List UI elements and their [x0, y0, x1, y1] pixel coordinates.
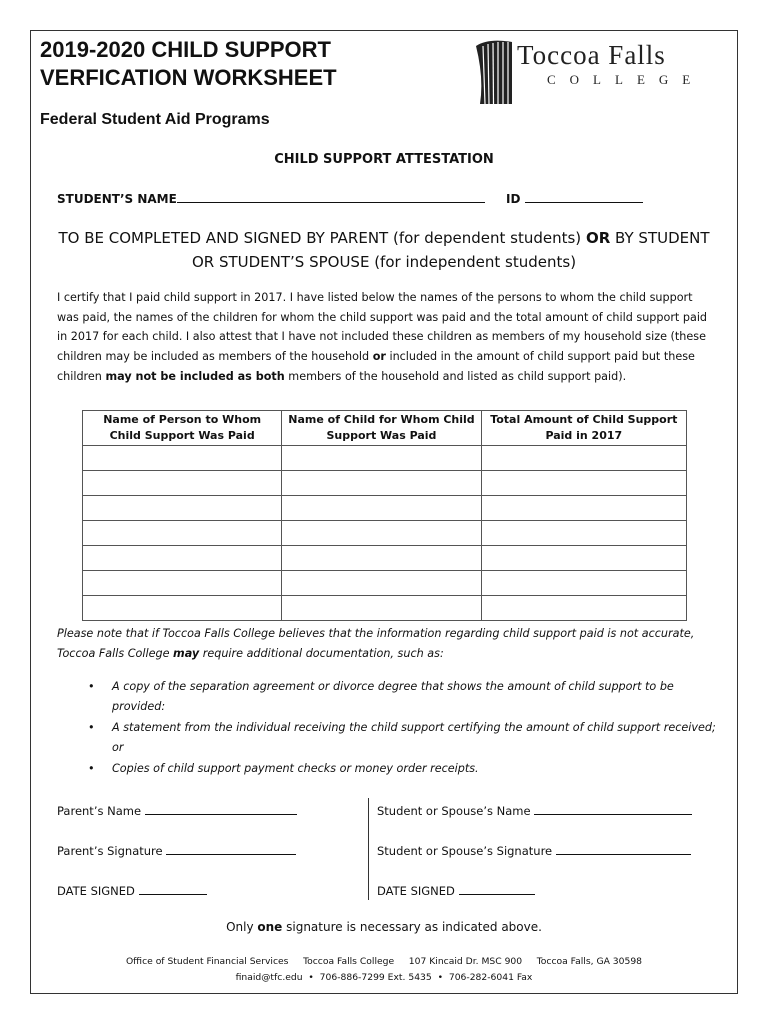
table-cell[interactable]: [83, 546, 282, 571]
parent-date-field[interactable]: [139, 882, 207, 895]
student-spouse-date-label: DATE SIGNED: [377, 884, 455, 898]
list-item-text: A statement from the individual receiving the child support certifying the amount of child support received; or: [112, 721, 716, 754]
table-cell[interactable]: [83, 446, 282, 471]
parent-date-label: DATE SIGNED: [57, 884, 135, 898]
table-cell[interactable]: [83, 596, 282, 621]
student-name-row: [57, 190, 485, 206]
footer-email[interactable]: finaid@tfc.edu: [235, 972, 303, 983]
documentation-list: [70, 677, 720, 781]
student-spouse-date-row: [377, 882, 535, 898]
title-line-1: 2019-2020 CHILD SUPPORT: [40, 37, 331, 62]
parent-signature-row: [57, 842, 296, 858]
footer-office: Office of Student Financial Services: [125, 956, 289, 967]
table-cell[interactable]: [282, 571, 481, 596]
footer-fax: 706-282-6041 Fax: [448, 972, 533, 983]
table-row: [83, 571, 687, 596]
bullet-icon: •: [88, 721, 95, 734]
table-row: [83, 596, 687, 621]
col-child: Name of Child for Whom Child Support Was Paid: [282, 411, 481, 446]
table-cell[interactable]: [481, 496, 686, 521]
parent-name-row: [57, 802, 297, 818]
student-spouse-signature-field[interactable]: [556, 842, 691, 855]
bullet-icon: •: [88, 762, 95, 775]
student-id-field[interactable]: [525, 190, 643, 203]
list-item: [70, 718, 720, 757]
table-cell[interactable]: [282, 471, 481, 496]
signature-note-text-1: Only: [226, 920, 258, 934]
student-id-row: [506, 190, 643, 206]
table-row: [83, 471, 687, 496]
para-text-2: included in the amount of child support paid but these children: [57, 350, 695, 383]
student-spouse-signature-row: [377, 842, 691, 858]
table-cell[interactable]: [83, 471, 282, 496]
footer-address: [30, 956, 738, 967]
list-item-text: A copy of the separation agreement or divorce degree that shows the amount of child support to be provided:: [112, 680, 674, 713]
table-row: [83, 546, 687, 571]
parent-signature-label: Parent’s Signature: [57, 844, 163, 858]
signature-note-text-2: signature is necessary as indicated above.: [282, 920, 542, 934]
table-cell[interactable]: [481, 546, 686, 571]
parent-name-label: Parent’s Name: [57, 804, 142, 818]
footer-phone: 706-886-7299 Ext. 5435: [319, 972, 432, 983]
logo-college: COLLEGE: [547, 72, 705, 87]
logo-name: Toccoa Falls: [517, 40, 666, 70]
parent-signature-field[interactable]: [166, 842, 296, 855]
student-spouse-signature-label: Student or Spouse’s Signature: [377, 844, 553, 858]
college-logo: [474, 38, 736, 104]
page-title: [40, 36, 337, 92]
note-text-1: Please note that if Toccoa Falls College believes that the information regarding child support paid is not accurate, Toccoa Falls College: [57, 627, 695, 660]
waterfall-logo-icon: [474, 38, 514, 104]
footer-college: Toccoa Falls College: [303, 956, 395, 967]
table-cell[interactable]: [282, 546, 481, 571]
table-cell[interactable]: [83, 496, 282, 521]
student-spouse-date-field[interactable]: [459, 882, 535, 895]
student-spouse-name-row: [377, 802, 692, 818]
instruction-part-1: TO BE COMPLETED AND SIGNED BY PARENT (for dependent students): [58, 229, 582, 247]
col-person-paid: Name of Person to Whom Child Support Was Paid: [83, 411, 282, 446]
list-item-text: Copies of child support payment checks or money order receipts.: [112, 762, 479, 775]
title-line-2: VERFICATION WORKSHEET: [40, 65, 337, 90]
certification-paragraph: [57, 288, 712, 387]
table-cell[interactable]: [282, 596, 481, 621]
table-row: [83, 446, 687, 471]
student-name-field[interactable]: [177, 190, 485, 203]
note-may: may: [173, 647, 200, 660]
table-row: [83, 496, 687, 521]
accuracy-note: [57, 624, 717, 664]
table-cell[interactable]: [282, 496, 481, 521]
table-cell[interactable]: [481, 471, 686, 496]
instruction-part-2: BY STUDENT: [615, 229, 710, 247]
table-cell[interactable]: [481, 571, 686, 596]
table-cell[interactable]: [481, 596, 686, 621]
list-item: [70, 759, 720, 779]
table-cell[interactable]: [481, 521, 686, 546]
col-total-amount: Total Amount of Child Support Paid in 2017: [481, 411, 686, 446]
para-bold: may not be included as both: [105, 369, 285, 383]
parent-date-row: [57, 882, 207, 898]
attestation-heading: CHILD SUPPORT ATTESTATION: [274, 152, 494, 167]
table-header-row: [83, 411, 687, 446]
page-subtitle: Federal Student Aid Programs: [40, 111, 270, 128]
list-item: [70, 677, 720, 716]
parent-name-field[interactable]: [145, 802, 297, 815]
student-name-label: STUDENT’S NAME: [57, 192, 177, 206]
child-support-table: [82, 410, 687, 621]
completion-instructions: [30, 226, 738, 274]
signature-note-bold: one: [257, 920, 283, 934]
table-cell[interactable]: [282, 446, 481, 471]
table-row: [83, 521, 687, 546]
para-text-1: I certify that I paid child support in 2017. I have listed below the names of the persons to whom the child support was paid, the names of the children for whom the child support was paid and the total amount of child support paid in 2017 for each child. I also attest that I have not included these children as members of my household size (these children may be included as members of the household: [57, 291, 708, 364]
footer-street: 107 Kincaid Dr. MSC 900: [408, 956, 523, 967]
note-text-2: require additional documentation, such as:: [199, 647, 444, 660]
table-cell[interactable]: [83, 521, 282, 546]
table-cell[interactable]: [481, 446, 686, 471]
footer-contact: finaid@tfc.edu • 706-886-7299 Ext. 5435 • 706-282-6041 Fax: [235, 972, 533, 983]
student-id-label: ID: [506, 192, 521, 206]
para-text-3: members of the household and listed as child support paid).: [284, 369, 627, 383]
bullet-icon: •: [88, 680, 95, 693]
student-spouse-name-label: Student or Spouse’s Name: [377, 804, 531, 818]
signature-note: [30, 920, 738, 934]
footer-city: Toccoa Falls, GA 30598: [536, 956, 643, 967]
table-cell[interactable]: [282, 521, 481, 546]
table-cell[interactable]: [83, 571, 282, 596]
signature-divider: [368, 798, 369, 900]
student-spouse-name-field[interactable]: [534, 802, 692, 815]
instruction-or: OR: [585, 229, 611, 247]
instruction-line-2: OR STUDENT’S SPOUSE (for independent students): [191, 253, 577, 271]
para-or: or: [372, 350, 386, 364]
